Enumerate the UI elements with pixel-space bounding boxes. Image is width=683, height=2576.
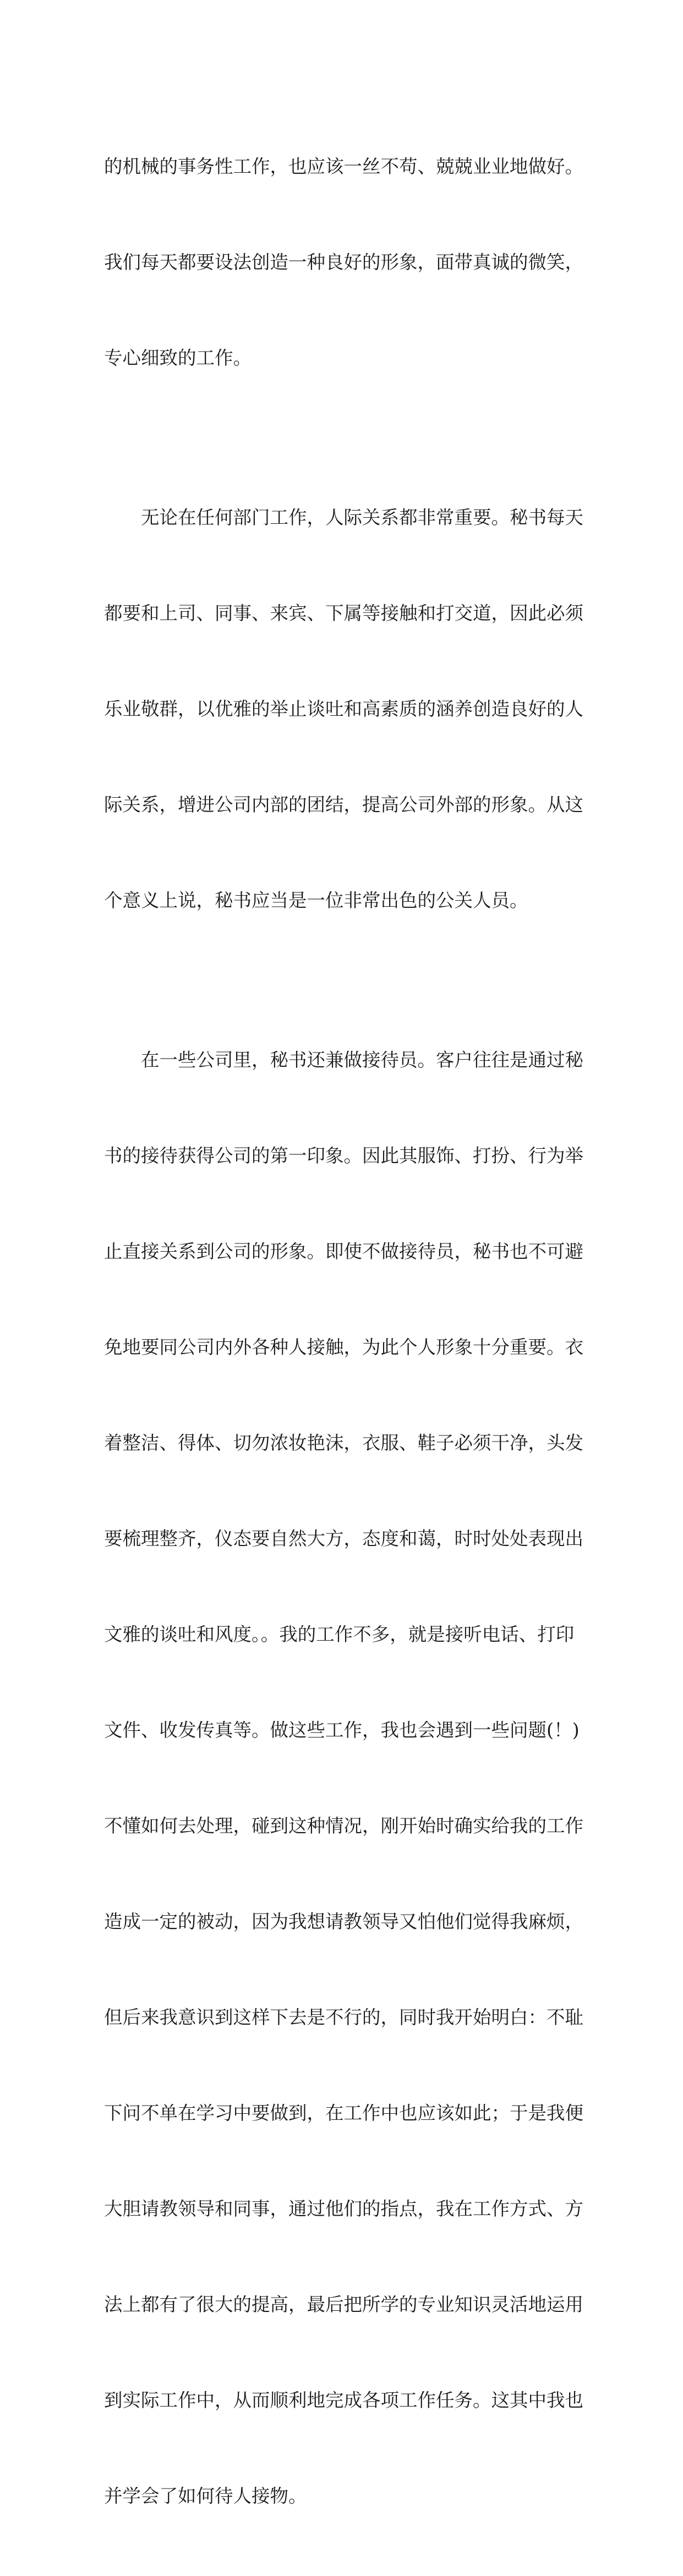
text-line: 际关系，增进公司内部的团结，提高公司外部的形象。从这 bbox=[104, 794, 583, 815]
text-line: 造成一定的被动，因为我想请教领导又怕他们觉得我麻烦， bbox=[104, 1911, 583, 1932]
text-line: 要梳理整齐，仪态要自然大方，态度和蔼，时时处处表现出 bbox=[104, 1528, 583, 1549]
text-line: 的机械的事务性工作，也应该一丝不苟、兢兢业业地做好。 bbox=[104, 156, 583, 177]
body-text bbox=[104, 87, 588, 2576]
text-line: 乐业敬群，以优雅的举止谈吐和高素质的涵养创造良好的人 bbox=[104, 698, 583, 720]
text-line: 但后来我意识到这样下去是不行的，同时我开始明白：不耻 bbox=[104, 2007, 583, 2028]
text-line: 文雅的谈吐和风度。。我的工作不多，就是接听电话、打印 bbox=[104, 1624, 575, 1645]
text-line: 大胆请教领导和同事，通过他们的指点，我在工作方式、方 bbox=[104, 2198, 583, 2219]
text-line: 个意义上说，秘书应当是一位非常出色的公关人员。 bbox=[104, 890, 528, 911]
text-line: 专心细致的工作。 bbox=[104, 347, 252, 369]
text-line: 止直接关系到公司的形象。即使不做接待员，秘书也不可避 bbox=[104, 1241, 583, 1262]
paragraph-3 bbox=[104, 980, 588, 2576]
text-line: 到实际工作中，从而顺利地完成各项工作任务。这其中我也 bbox=[104, 2389, 583, 2411]
text-line: 我们每天都要设法创造一种良好的形象，面带真诚的微笑， bbox=[104, 251, 583, 273]
text-line: 着整洁、得体、切勿浓妆艳沫，衣服、鞋子必须干净，头发 bbox=[104, 1432, 583, 1454]
text-line: 文件、收发传真等。做这些工作，我也会遇到一些问题(！) bbox=[104, 1719, 580, 1741]
text-line: 并学会了如何待人接物。 bbox=[104, 2485, 307, 2507]
text-line: 法上都有了很大的提高，最后把所学的专业知识灵活地运用 bbox=[104, 2294, 583, 2315]
text-line: 下问不单在学习中要做到，在工作中也应该如此；于是我便 bbox=[104, 2102, 583, 2124]
text-line: 书的接待获得公司的第一印象。因此其服饰、打扮、行为举 bbox=[104, 1145, 583, 1166]
text-line: 都要和上司、同事、来宾、下属等接触和打交道，因此必须 bbox=[104, 602, 583, 624]
paragraph-1 bbox=[104, 87, 588, 438]
text-line: 在一些公司里，秘书还兼做接待员。客户往往是通过秘 bbox=[141, 1049, 583, 1071]
paragraph-2 bbox=[104, 438, 588, 980]
text-line: 不懂如何去处理，碰到这种情况，刚开始时确实给我的工作 bbox=[104, 1815, 583, 1837]
text-line: 无论在任何部门工作，人际关系都非常重要。秘书每天 bbox=[141, 507, 583, 528]
text-line: 免地要同公司内外各种人接触，为此个人形象十分重要。衣 bbox=[104, 1336, 583, 1358]
